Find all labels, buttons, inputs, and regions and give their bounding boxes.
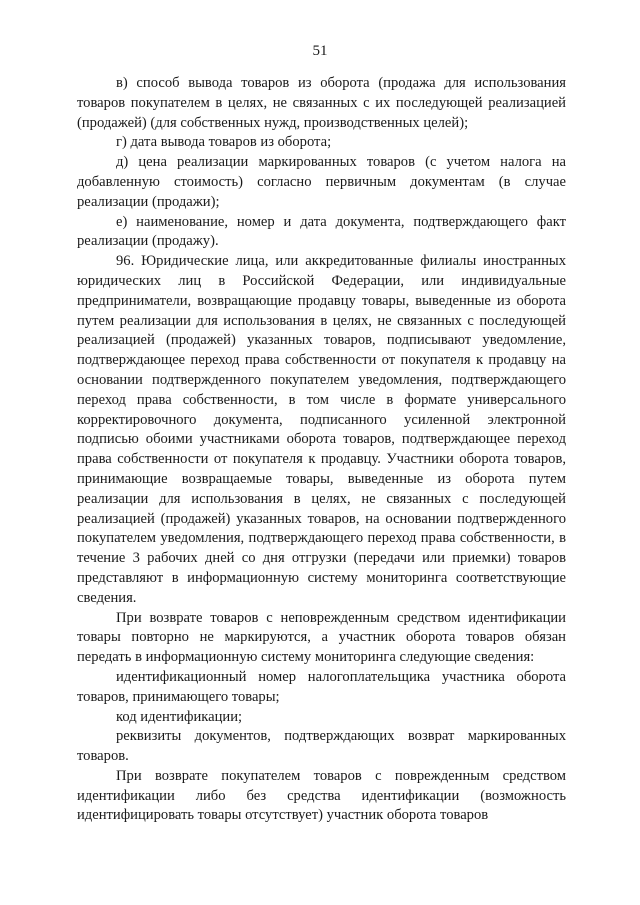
paragraph-return-undamaged: При возврате товаров с неповрежденным средством идентификации товары повторно не маркируются, а участник оборота товаров обязан передать в информационную систему мониторинга следующие сведения: [77,609,566,666]
paragraph-item-d-sale-price: д) цена реализации маркированных товаров (с учетом налога на добавленную стоимость) согласно первичным документам (в случае реализации (продажи); [77,154,566,210]
paragraph-item-v-disposal-method: в) способ вывода товаров из оборота (продажа для использования товаров покупателем в целях, не связанных с их последующей реализацией (продажей) (для собственных нужд, производственных целей); [77,75,566,131]
paragraph-item-e-document-details: е) наименование, номер и дата документа, подтверждающего факт реализации (продажу). [77,213,566,250]
paragraph-identification-code: код идентификации; [116,708,243,725]
paragraph-clause-96: 96. Юридические лица, или аккредитованные филиалы иностранных юридических лиц в Российской Федерации, или индивидуальные предприниматели, возвращающие продавцу товары, выведенные из оборота путем реализации для использования в целях, не связанных с последующей реализацией (продажей) указанных товаров, подписывают уведомление, подтверждающее переход права собственности от покупателя к продавцу на основании подтвержденного покупателем уведомления, подтверждающего переход права собственности, в том числе в формате универсального корректировочного документа, подписанного усиленной электронной подписью обоими участниками оборота товаров, подтверждающее переход права собственности от покупателя к продавцу. Участники оборота товаров, принимающие возвращаемые товары, выведенные из оборота путем реализации для использования в целях, не связанных с последующей реализацией (продажей) указанных товаров, на основании подтвержденного покупателем уведомления, подтверждающего переход права собственности, в течение 3 рабочих дней со дня отгрузки (передачи или приемки) товаров представляют в информационную систему мониторинга соответствующие сведения. [77,253,566,606]
paragraph-return-damaged: При возврате покупателем товаров с поврежденным средством идентификации либо без средства идентификации (возможность идентифицировать товары отсутствует) участник оборота товаров [77,767,566,824]
paragraph-return-documents: реквизиты документов, подтверждающих возврат маркированных товаров. [77,728,566,765]
document-body [77,74,566,826]
page-number: 51 [312,43,328,59]
paragraph-item-g-disposal-date: г) дата вывода товаров из оборота; [116,134,332,151]
paragraph-taxpayer-id: идентификационный номер налогоплательщика участника оборота товаров, принимающего товары; [77,668,566,705]
